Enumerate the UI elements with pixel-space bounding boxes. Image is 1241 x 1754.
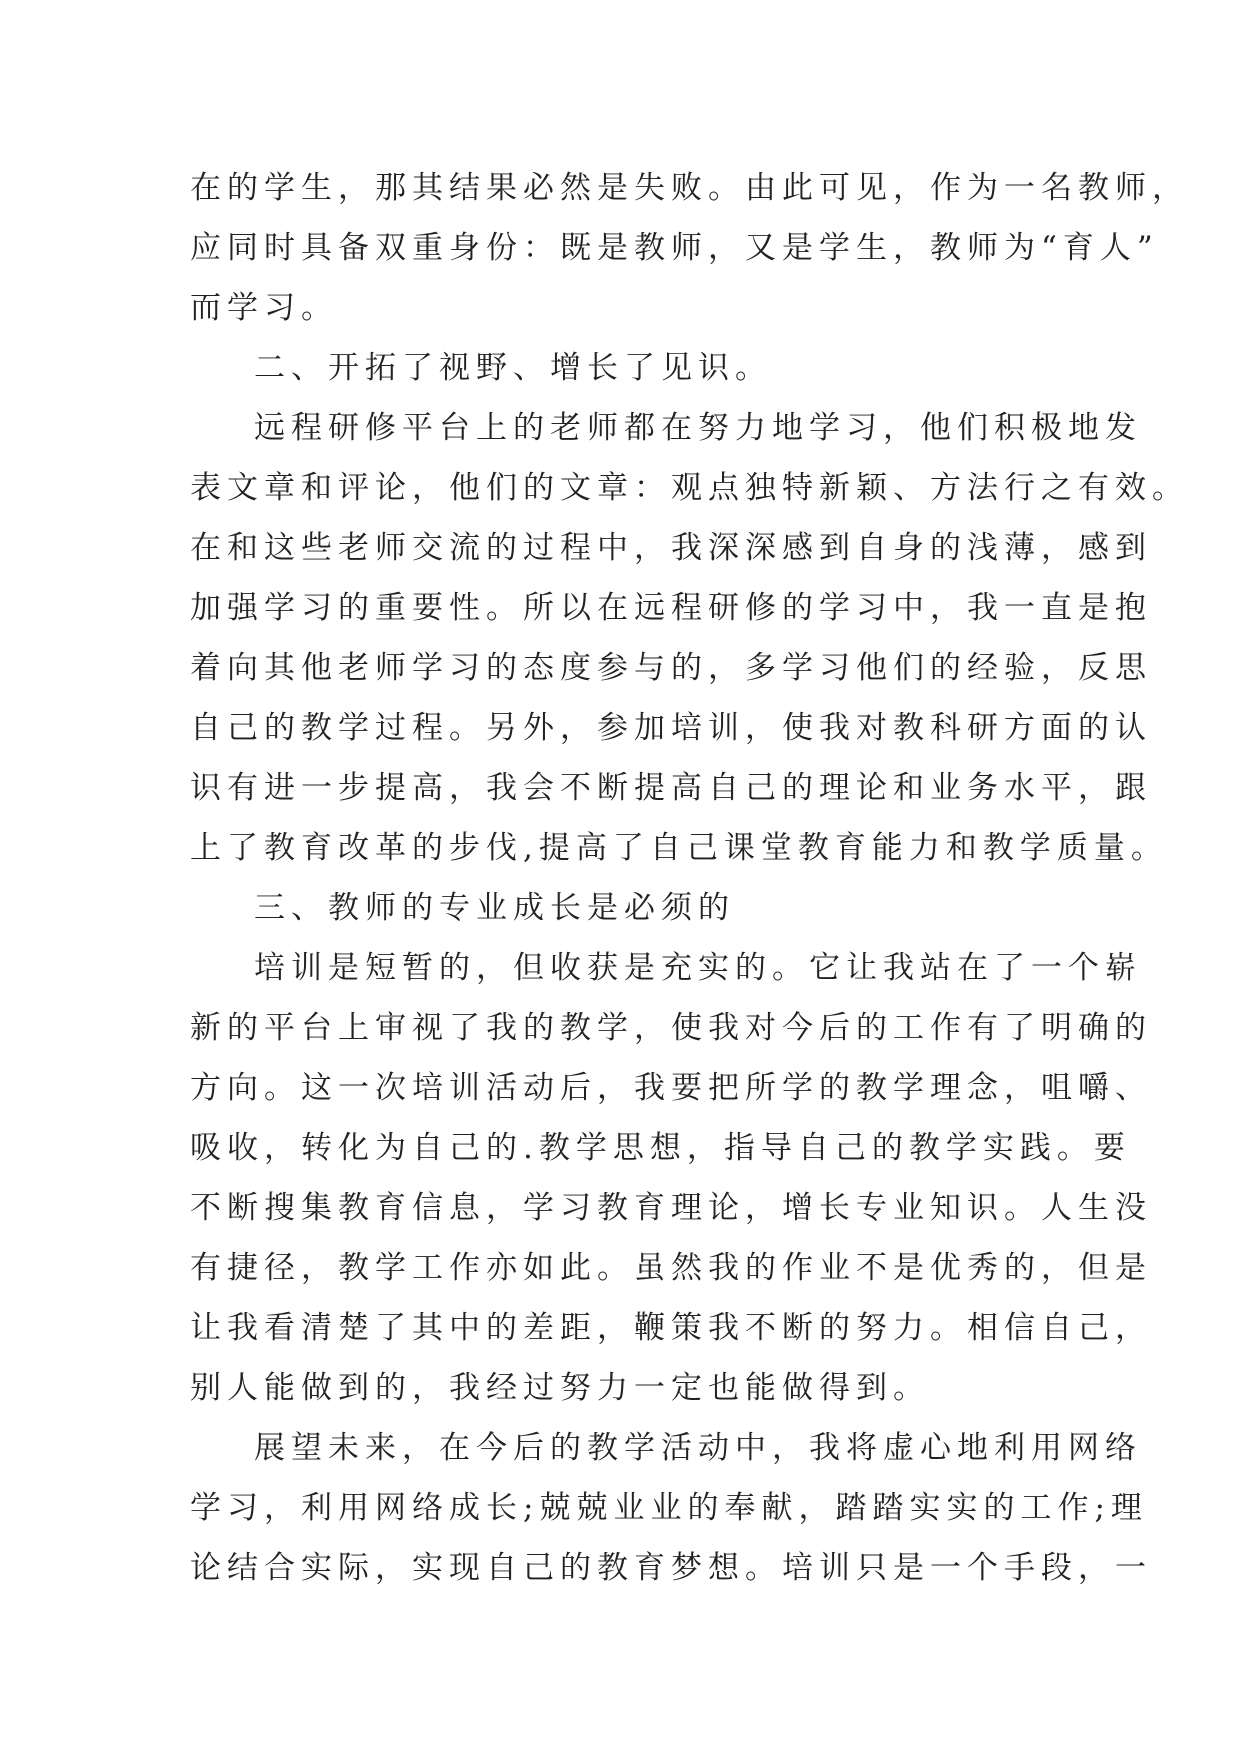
text-line: 加强学习的重要性。所以在远程研修的学习中，我一直是抱 <box>190 590 1152 626</box>
document-body <box>190 158 1189 1598</box>
text-line: 在和这些老师交流的过程中，我深深感到自身的浅薄，感到 <box>190 530 1152 566</box>
text-line: 论结合实际，实现自己的教育梦想。培训只是一个手段，一 <box>190 1550 1152 1586</box>
text-line: 让我看清楚了其中的差距，鞭策我不断的努力。相信自己， <box>190 1310 1152 1346</box>
text-line: 远程研修平台上的老师都在努力地学习，他们积极地发 <box>254 410 1142 446</box>
section-heading: 三、教师的专业成长是必须的 <box>254 890 735 926</box>
text-line: 在的学生，那其结果必然是失败。由此可见，作为一名教师， <box>190 170 1189 206</box>
text-line: 自己的教学过程。另外，参加培训，使我对教科研方面的认 <box>190 710 1152 746</box>
text-line: 新的平台上审视了我的教学，使我对今后的工作有了明确的 <box>190 1010 1152 1046</box>
text-line: 上了教育改革的步伐,提高了自己课堂教育能力和教学质量。 <box>190 830 1168 866</box>
text-line: 着向其他老师学习的态度参与的，多学习他们的经验，反思 <box>190 650 1152 686</box>
text-line: 不断搜集教育信息，学习教育理论，增长专业知识。人生没 <box>190 1190 1152 1226</box>
section-heading: 二、开拓了视野、增长了见识。 <box>254 350 772 386</box>
text-line: 识有进一步提高，我会不断提高自己的理论和业务水平，跟 <box>190 770 1152 806</box>
text-line: 方向。这一次培训活动后，我要把所学的教学理念，咀嚼、 <box>190 1070 1152 1106</box>
text-line: 应同时具备双重身份：既是教师，又是学生，教师为“育人” <box>190 230 1159 266</box>
text-line: 展望未来，在今后的教学活动中，我将虚心地利用网络 <box>254 1430 1142 1466</box>
text-line: 表文章和评论，他们的文章：观点独特新颖、方法行之有效。 <box>190 470 1189 506</box>
text-line: 别人能做到的，我经过努力一定也能做得到。 <box>190 1370 930 1406</box>
text-line: 学习，利用网络成长;兢兢业业的奉献，踏踏实实的工作;理 <box>190 1490 1148 1526</box>
text-line: 吸收，转化为自己的.教学思想，指导自己的教学实践。要 <box>190 1130 1131 1166</box>
text-line: 有捷径，教学工作亦如此。虽然我的作业不是优秀的，但是 <box>190 1250 1152 1286</box>
text-line: 培训是短暂的，但收获是充实的。它让我站在了一个崭 <box>254 950 1142 986</box>
text-line: 而学习。 <box>190 290 338 326</box>
